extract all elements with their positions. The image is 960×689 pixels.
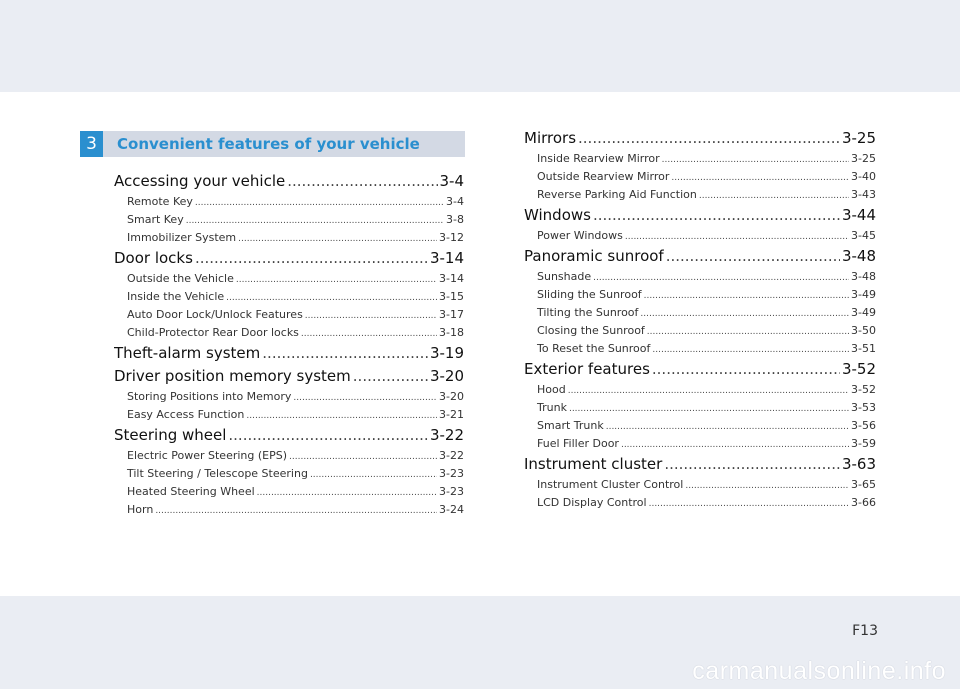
subsection-title: Child-Protector Rear Door locks — [127, 326, 299, 339]
dot-leader — [593, 204, 840, 227]
subsection-page: 3-40 — [851, 170, 876, 183]
dot-leader — [228, 424, 428, 447]
dot-leader — [262, 342, 428, 365]
subsection-title: Instrument Cluster Control — [537, 478, 684, 491]
dot-leader — [238, 230, 437, 247]
subsection-page: 3-45 — [851, 229, 876, 242]
page-number: F13 — [852, 623, 878, 639]
subsection-page: 3-20 — [439, 390, 464, 403]
subsection-page: 3-59 — [851, 437, 876, 450]
subsection-title: Power Windows — [537, 229, 623, 242]
subsection-page: 3-56 — [851, 419, 876, 432]
subsection-page: 3-43 — [851, 188, 876, 201]
subsection-title: Outside the Vehicle — [127, 272, 234, 285]
toc-subsection-entry[interactable] — [524, 340, 876, 358]
dot-leader — [625, 228, 849, 245]
toc-subsection-entry[interactable] — [524, 150, 876, 168]
toc-subsection-entry[interactable] — [524, 227, 876, 245]
dot-leader — [301, 325, 437, 342]
dot-leader — [644, 287, 849, 304]
subsection-title: Storing Positions into Memory — [127, 390, 292, 403]
toc-subsection-entry[interactable] — [524, 186, 876, 204]
subsection-page: 3-65 — [851, 478, 876, 491]
toc-subsection-entry[interactable] — [524, 476, 876, 494]
toc-subsection-entry[interactable] — [114, 306, 464, 324]
section-page: 3-25 — [841, 129, 876, 147]
dot-leader — [606, 418, 849, 435]
toc-subsection-entry[interactable] — [114, 483, 464, 501]
dot-leader — [593, 269, 849, 286]
section-title: Exterior features — [524, 360, 650, 378]
dot-leader — [195, 247, 428, 270]
toc-subsection-entry[interactable] — [524, 399, 876, 417]
section-title: Instrument cluster — [524, 455, 663, 473]
subsection-page: 3-12 — [439, 231, 464, 244]
top-band — [0, 0, 960, 92]
dot-leader — [664, 453, 840, 476]
toc-section-entry[interactable] — [114, 170, 464, 193]
toc-section-entry[interactable] — [114, 342, 464, 365]
subsection-title: Hood — [537, 383, 566, 396]
dot-leader — [685, 477, 849, 494]
subsection-page: 3-14 — [439, 272, 464, 285]
watermark-logo[interactable]: carmanualsonline.info — [692, 657, 946, 685]
subsection-title: Reverse Parking Aid Function — [537, 188, 697, 201]
toc-subsection-entry[interactable] — [524, 494, 876, 512]
dot-leader — [257, 484, 437, 501]
dot-leader — [568, 382, 849, 399]
subsection-title: Inside the Vehicle — [127, 290, 225, 303]
dot-leader — [699, 187, 849, 204]
subsection-page: 3-21 — [439, 408, 464, 421]
toc-subsection-entry[interactable] — [114, 447, 464, 465]
toc-subsection-entry[interactable] — [524, 268, 876, 286]
dot-leader — [305, 307, 437, 324]
dot-leader — [671, 169, 849, 186]
toc-section-entry[interactable] — [524, 204, 876, 227]
toc-subsection-entry[interactable] — [114, 288, 464, 306]
section-title: Accessing your vehicle — [114, 172, 286, 190]
subsection-page: 3-22 — [439, 449, 464, 462]
toc-subsection-entry[interactable] — [524, 286, 876, 304]
dot-leader — [293, 389, 437, 406]
subsection-title: Inside Rearview Mirror — [537, 152, 660, 165]
subsection-title: Tilting the Sunroof — [537, 306, 639, 319]
toc-subsection-entry[interactable] — [524, 435, 876, 453]
chapter-number: 3 — [80, 131, 103, 157]
dot-leader — [195, 194, 444, 211]
dot-leader — [652, 358, 840, 381]
subsection-title: Trunk — [537, 401, 567, 414]
subsection-page: 3-48 — [851, 270, 876, 283]
toc-section-entry[interactable] — [524, 358, 876, 381]
dot-leader — [652, 341, 849, 358]
subsection-title: Horn — [127, 503, 154, 516]
toc-subsection-entry[interactable] — [114, 406, 464, 424]
subsection-title: Sliding the Sunroof — [537, 288, 642, 301]
dot-leader — [186, 212, 444, 229]
dot-leader — [226, 289, 437, 306]
dot-leader — [289, 448, 437, 465]
section-title: Windows — [524, 206, 591, 224]
subsection-title: Tilt Steering / Telescope Steering — [127, 467, 308, 480]
subsection-page: 3-66 — [851, 496, 876, 509]
subsection-title: Immobilizer System — [127, 231, 237, 244]
subsection-title: Closing the Sunroof — [537, 324, 645, 337]
chapter-header — [80, 131, 465, 157]
dot-leader — [310, 466, 437, 483]
subsection-title: Fuel Filler Door — [537, 437, 619, 450]
subsection-page: 3-23 — [439, 485, 464, 498]
toc-subsection-entry[interactable] — [524, 417, 876, 435]
toc-section-entry[interactable] — [114, 247, 464, 270]
section-page: 3-63 — [841, 455, 876, 473]
dot-leader — [155, 502, 437, 519]
toc-subsection-entry[interactable] — [524, 304, 876, 322]
dot-leader — [649, 495, 849, 512]
dot-leader — [246, 407, 437, 424]
toc-section-entry[interactable] — [114, 424, 464, 447]
dot-leader — [621, 436, 849, 453]
section-title: Mirrors — [524, 129, 577, 147]
subsection-page: 3-25 — [851, 152, 876, 165]
subsection-page: 3-49 — [851, 306, 876, 319]
subsection-page: 3-50 — [851, 324, 876, 337]
toc-section-entry[interactable] — [524, 127, 876, 150]
dot-leader — [236, 271, 437, 288]
toc-subsection-entry[interactable] — [114, 193, 464, 211]
subsection-page: 3-24 — [439, 503, 464, 516]
subsection-page: 3-53 — [851, 401, 876, 414]
dot-leader — [640, 305, 849, 322]
toc-section-entry[interactable] — [114, 365, 464, 388]
subsection-title: Smart Trunk — [537, 419, 604, 432]
toc-subsection-entry[interactable] — [114, 270, 464, 288]
section-page: 3-48 — [841, 247, 876, 265]
subsection-page: 3-23 — [439, 467, 464, 480]
toc-subsection-entry[interactable] — [114, 501, 464, 519]
section-page: 3-4 — [439, 172, 464, 190]
subsection-title: Auto Door Lock/Unlock Features — [127, 308, 303, 321]
chapter-title: Convenient features of your vehicle — [103, 131, 465, 157]
subsection-page: 3-17 — [439, 308, 464, 321]
dot-leader — [353, 365, 428, 388]
toc-right-column — [524, 127, 876, 512]
toc-subsection-entry[interactable] — [524, 381, 876, 399]
section-page: 3-20 — [429, 367, 464, 385]
subsection-page: 3-8 — [446, 213, 464, 226]
dot-leader — [666, 245, 840, 268]
toc-subsection-entry[interactable] — [114, 211, 464, 229]
subsection-title: Heated Steering Wheel — [127, 485, 255, 498]
section-title: Panoramic sunroof — [524, 247, 664, 265]
subsection-page: 3-4 — [446, 195, 464, 208]
section-page: 3-22 — [429, 426, 464, 444]
subsection-page: 3-51 — [851, 342, 876, 355]
subsection-title: Outside Rearview Mirror — [537, 170, 670, 183]
section-title: Driver position memory system — [114, 367, 351, 385]
toc-section-entry[interactable] — [524, 245, 876, 268]
dot-leader — [662, 151, 849, 168]
subsection-page: 3-15 — [439, 290, 464, 303]
subsection-title: Sunshade — [537, 270, 592, 283]
section-page: 3-44 — [841, 206, 876, 224]
section-title: Door locks — [114, 249, 193, 267]
dot-leader — [578, 127, 840, 150]
toc-subsection-entry[interactable] — [114, 229, 464, 247]
toc-subsection-entry[interactable] — [114, 465, 464, 483]
subsection-page: 3-52 — [851, 383, 876, 396]
subsection-title: Electric Power Steering (EPS) — [127, 449, 288, 462]
toc-subsection-entry[interactable] — [524, 168, 876, 186]
section-page: 3-14 — [429, 249, 464, 267]
subsection-title: Smart Key — [127, 213, 184, 226]
toc-subsection-entry[interactable] — [114, 388, 464, 406]
dot-leader — [287, 170, 437, 193]
subsection-title: LCD Display Control — [537, 496, 647, 509]
toc-subsection-entry[interactable] — [114, 324, 464, 342]
subsection-page: 3-18 — [439, 326, 464, 339]
dot-leader — [569, 400, 849, 417]
toc-left-column — [114, 170, 464, 519]
toc-subsection-entry[interactable] — [524, 322, 876, 340]
section-title: Theft-alarm system — [114, 344, 261, 362]
dot-leader — [647, 323, 849, 340]
subsection-title: Easy Access Function — [127, 408, 245, 421]
section-page: 3-52 — [841, 360, 876, 378]
section-title: Steering wheel — [114, 426, 227, 444]
section-page: 3-19 — [429, 344, 464, 362]
toc-section-entry[interactable] — [524, 453, 876, 476]
subsection-title: To Reset the Sunroof — [537, 342, 651, 355]
subsection-title: Remote Key — [127, 195, 193, 208]
subsection-page: 3-49 — [851, 288, 876, 301]
